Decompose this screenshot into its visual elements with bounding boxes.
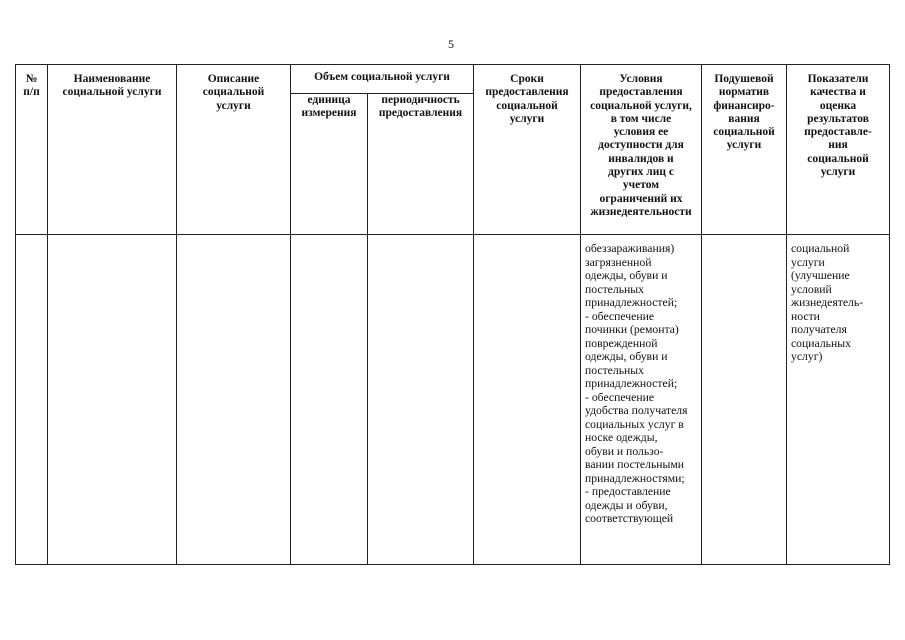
text-line: предоставле- [804,126,872,139]
text-line: предоставления [378,107,463,120]
text-line: социальной [496,99,558,112]
text-line: социальной [202,86,265,99]
text-line: качества и [810,86,866,99]
page-number: 5 [448,37,454,51]
text-line: социальной [713,126,775,139]
text-line: финансиро- [713,99,775,112]
text-line: услуги [216,99,251,112]
header-periodicity [368,94,474,235]
text-line: жизнедеятельности [590,205,692,218]
text-line: социальных [791,336,851,350]
header-service-description [177,65,291,235]
header-num [16,65,48,235]
header-conditions [581,65,702,235]
text-line: поврежденной [585,336,658,350]
text-line: услуги [509,112,545,125]
text-line: оценка [819,99,857,112]
cell-terms [474,235,581,565]
text-line: - обеспечение [585,390,655,404]
text-line: починки (ремонта) [585,323,679,336]
text-line: удобства получателя [585,404,688,417]
text-line: Сроки [510,73,544,85]
text-line: одежды, обуви и [585,350,668,363]
social-services-table [15,64,890,565]
text-line: норматив [718,86,770,99]
text-line: Условия [619,73,663,85]
text-line: социальной услуги [62,86,162,99]
text-line: - предоставление [585,485,671,498]
text-line: услуг) [791,350,823,363]
text-line: услуги [726,139,762,152]
header-terms [474,65,581,235]
text-line: условий [791,282,832,296]
text-line: принадлежностями; [585,471,685,485]
text-line: одежды, обуви и [585,269,668,282]
cell-unit [291,235,368,565]
text-line: постельных [585,363,644,377]
text-line: Подушевой [714,73,774,85]
text-line: Наименование [73,73,151,85]
text-line: измерения [301,107,357,120]
text-line: (улучшение [791,269,850,282]
text-line: принадлежностей; [585,296,678,309]
header-unit [291,94,368,235]
text-line: учетом [622,179,660,192]
text-line: загрязненной [585,255,652,269]
table-row [16,235,890,565]
text-line: ния [828,139,848,152]
header-service-name [48,65,177,235]
cell-quality-indicators [787,235,890,565]
text-line: Описание [207,73,260,85]
text-line: постельных [585,282,644,296]
text-line: предоставления [599,86,683,99]
text-line: услуги [791,255,825,269]
text-line: социальной [791,242,850,255]
text-line: № [25,73,38,85]
text-line: других лиц с [608,166,674,179]
text-line: п/п [23,86,40,99]
cell-periodicity [368,235,474,565]
text-line: ности [791,309,820,323]
header-financing-norm [702,65,787,235]
text-line: обеззараживания) [585,242,675,255]
text-line: доступности для [598,139,684,152]
text-line: принадлежностей; [585,377,678,390]
text-line: результатов [807,112,869,125]
text-line: социальной [807,152,869,165]
text-line: условия ее [613,126,669,139]
header-quality-indicators [787,65,890,235]
text-line: соответствующей [585,512,674,525]
text-line: вания [728,112,760,125]
cell-service-description [177,235,291,565]
text-line: единица [307,94,351,106]
text-line: - обеспечение [585,309,655,323]
text-line: одежды и обуви, [585,498,668,512]
text-line: получателя [791,323,847,336]
text-line: носке одежды, [585,431,658,444]
text-line: социальных услуг в [585,417,684,431]
text-line: ограничений их [599,192,683,205]
cell-service-name [48,235,177,565]
cell-num [16,235,48,565]
cell-financing-norm [702,235,787,565]
header-service-volume: Объем социальной услуги [291,65,474,94]
text-line: периодичность [381,94,460,106]
text-line: вании постельными [585,458,685,471]
text-line: инвалидов и [608,152,674,165]
text-line: предоставления [485,86,569,99]
text-line: услуги [820,166,856,179]
cell-conditions [581,235,702,565]
text-line: в том числе [610,112,672,125]
text-line: жизнедеятель- [791,296,864,309]
text-line: социальной услуги, [590,99,692,112]
text-line: обуви и пользо- [585,444,664,458]
text-line: Показатели [807,73,869,85]
